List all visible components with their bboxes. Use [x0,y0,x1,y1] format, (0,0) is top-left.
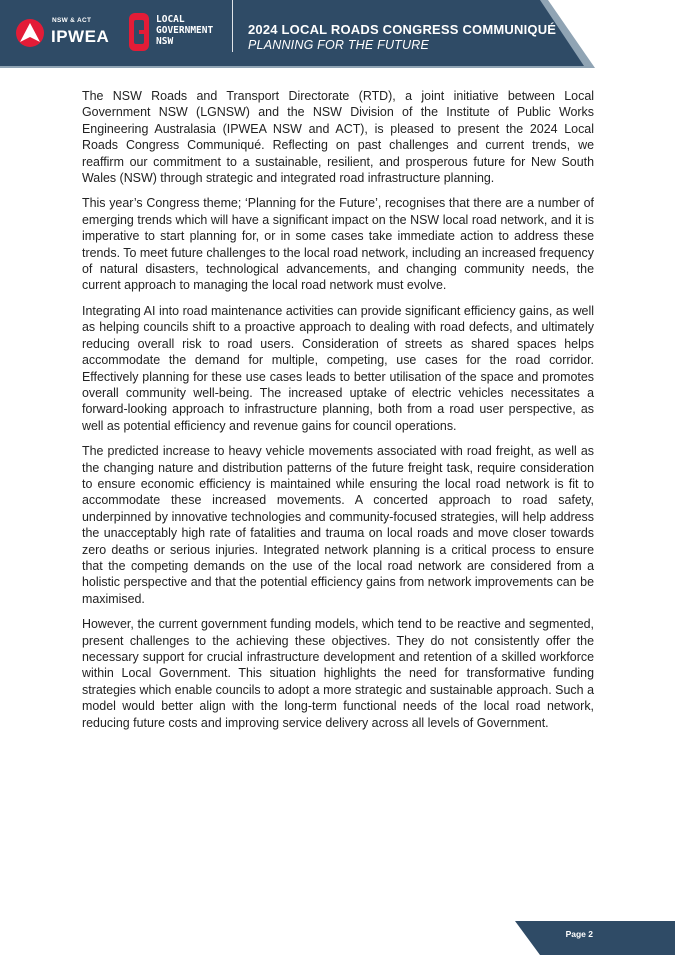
paragraph-freight-safety: The predicted increase to heavy vehicle movements associated with road freight, as well as the changing nature and distribution patterns of the future freight task, require consideration to ensure economic efficiency is maintained while ensuring the local road network is fit to accommodate these increased movements. A concerted approach to road safety, underpinned by innovative technologies and community-focused strategies, will help address the unacceptably high rate of fatalities and trauma on local roads and move closer towards zero deaths or serious injuries. Integrated network planning is a critical process to ensure that the competing demands on the use of the local road network are considered from a holistic perspective and that the potential efficiency gains from network improvements can be maximised. [82,444,594,606]
paragraph-ai-maintenance: Integrating AI into road maintenance activities can provide significant efficiency gains, as well as helping councils shift to a proactive approach to dealing with road defects, and ultimately reducing overall risk to road users. Consideration of streets as shared spaces helps accommodate the demand for multiple, competing, use cases for the road corridor. Effectively planning for these use cases leads to better utilisation of the space and promotes overall community well-being. The increased uptake of electric vehicles necessitates a forward-looking approach to infrastructure planning, both from a road user perspective, as well as potential efficiency and revenue gains for council operations. [82,303,594,433]
ipwea-logo [14,12,114,56]
ipwea-wordmark: IPWEA [51,27,110,46]
lgnsw-logo [128,10,218,56]
page-header [0,0,675,68]
paragraph-funding: However, the current government funding models, which tend to be reactive and segmented, present challenges to the achieving these objectives. They do not consistently offer the necessary support for crucial infrastructure development and retention of a skilled workforce within Local Government. This situation highlights the need for transformative funding strategies which enable councils to adopt a more strategic and sustainable approach. Such a model would better align with the long-term functional needs of the local road network, reducing future costs and improving service delivery across all levels of Government. [82,617,594,730]
ipwea-region-label: NSW & ACT [52,17,92,24]
document-body [82,88,594,740]
ipwea-triangle-icon [14,18,46,48]
lgnsw-wordmark: LOCAL GOVERNMENT NSW [156,14,214,47]
page-footer [0,921,675,955]
document-subtitle: PLANNING FOR THE FUTURE [248,38,429,52]
paragraph-intro: The NSW Roads and Transport Directorate (RTD), a joint initiative between Local Government NSW (LGNSW) and the NSW Division of the Institute of Public Works Engineering Australasia (IPWEA NSW and ACT), is pleased to present the 2024 Local Roads Congress Communiqué. Reflecting on past challenges and current trends, we reaffirm our commitment to a sustainable, resilient, and prosperous future for New South Wales (NSW) through strategic and integrated road infrastructure planning. [82,89,594,186]
lgnsw-g-icon [128,12,152,52]
paragraph-theme: This year’s Congress theme; ‘Planning for the Future’, recognises that there are a number of emerging trends which will have a significant impact on the NSW local road network, and it is imperative to start planning for, or in some cases take immediate action to address these trends. To meet future challenges to the local road network, including an increased frequency of natural disasters, technological advancements, and changing community needs, the current approach to managing the local road network must evolve. [82,196,594,293]
header-divider [232,0,233,52]
page-number: Page 2 [565,929,593,939]
document-title: 2024 LOCAL ROADS CONGRESS COMMUNIQUÉ [248,22,557,37]
